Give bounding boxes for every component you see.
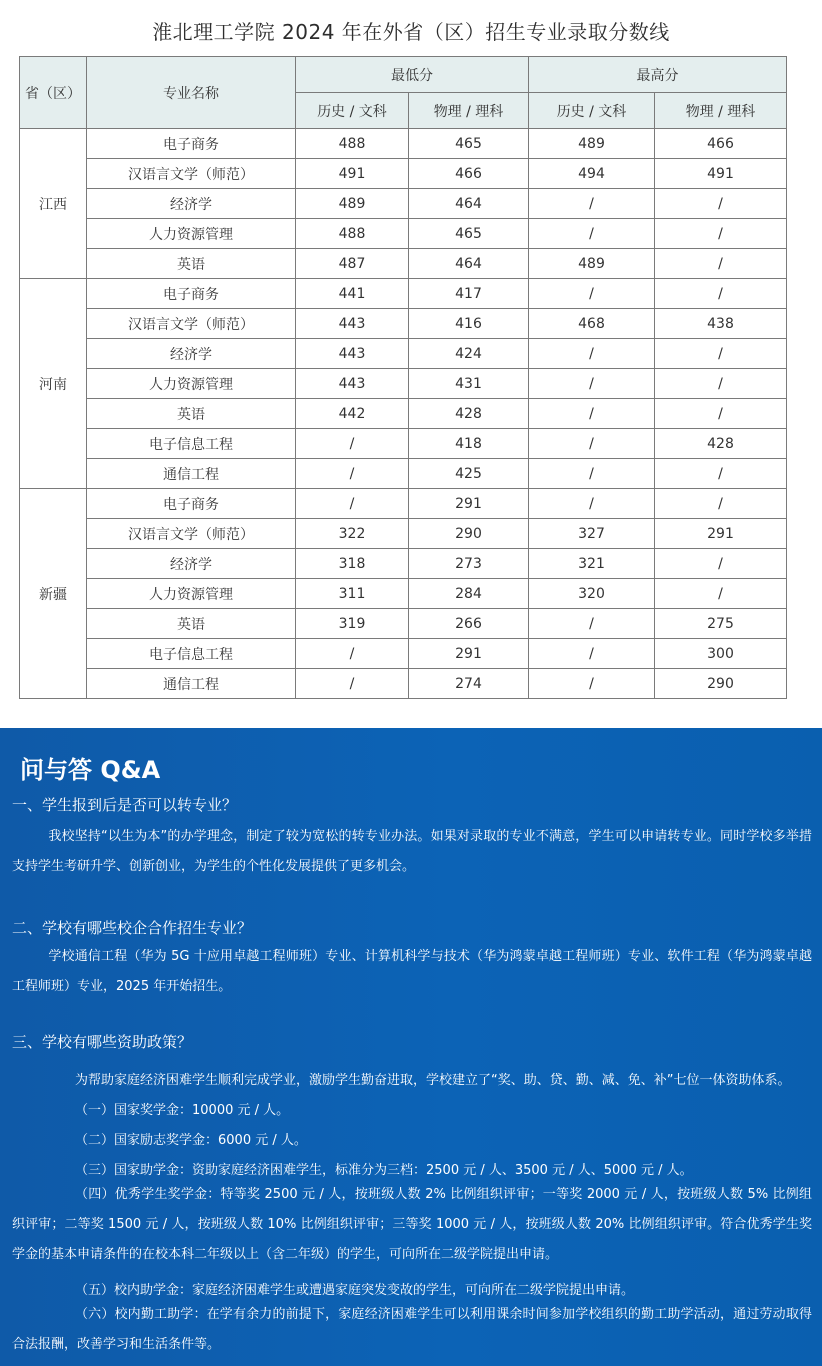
min-physics-cell: 416 bbox=[409, 309, 529, 339]
max-physics-cell: / bbox=[655, 189, 787, 219]
major-cell: 经济学 bbox=[87, 339, 296, 369]
max-history-cell: 468 bbox=[529, 309, 655, 339]
major-cell: 英语 bbox=[87, 399, 296, 429]
max-history-cell: / bbox=[529, 459, 655, 489]
major-cell: 英语 bbox=[87, 249, 296, 279]
min-physics-cell: 291 bbox=[409, 639, 529, 669]
table-row bbox=[20, 669, 787, 699]
min-physics-cell: 465 bbox=[409, 129, 529, 159]
table-row bbox=[20, 459, 787, 489]
question-1: 一、学生报到后是否可以转专业？ bbox=[12, 796, 238, 814]
table-row bbox=[20, 219, 787, 249]
min-history-cell: 441 bbox=[296, 279, 409, 309]
min-physics-cell: 284 bbox=[409, 579, 529, 609]
max-physics-cell: / bbox=[655, 489, 787, 519]
major-cell: 汉语言文学（师范） bbox=[87, 309, 296, 339]
major-cell: 经济学 bbox=[87, 549, 296, 579]
max-history-cell: / bbox=[529, 279, 655, 309]
table-row bbox=[20, 429, 787, 459]
question-2: 二、学校有哪些校企合作招生专业？ bbox=[12, 919, 253, 937]
min-physics-cell: 425 bbox=[409, 459, 529, 489]
min-physics-cell: 466 bbox=[409, 159, 529, 189]
max-physics-cell: 275 bbox=[655, 609, 787, 639]
header-major: 专业名称 bbox=[87, 57, 296, 129]
max-history-cell: / bbox=[529, 669, 655, 699]
max-history-cell: / bbox=[529, 609, 655, 639]
header-max-score: 最高分 bbox=[529, 57, 787, 93]
major-cell: 经济学 bbox=[87, 189, 296, 219]
aid-item-4: （四）优秀学生奖学金：特等奖 2500 元 / 人，按班级人数 2% 比例组织评审；一等奖 2000 元 / 人，按班级人数 5% 比例组织评审；二等奖 1500 元 / 人，按班级人数 10% 比例组织评审；三等奖 1000 元 / 人，按班级人数 20% 比例组织评审。符合优秀学生奖学金的基本申请条件的在校本科二年级以上（含二年级）的学生，可向所在二级学院提出申请。 bbox=[12, 1187, 812, 1262]
header-min-physics: 物理 / 理科 bbox=[409, 93, 529, 129]
min-history-cell: 443 bbox=[296, 369, 409, 399]
min-history-cell: 488 bbox=[296, 129, 409, 159]
max-history-cell: 494 bbox=[529, 159, 655, 189]
max-history-cell: / bbox=[529, 429, 655, 459]
table-row bbox=[20, 339, 787, 369]
table-row bbox=[20, 489, 787, 519]
header-min-score: 最低分 bbox=[296, 57, 529, 93]
min-history-cell: 311 bbox=[296, 579, 409, 609]
header-max-history: 历史 / 文科 bbox=[529, 93, 655, 129]
min-physics-cell: 273 bbox=[409, 549, 529, 579]
score-table-body bbox=[20, 129, 787, 699]
max-physics-cell: 290 bbox=[655, 669, 787, 699]
min-history-cell: 487 bbox=[296, 249, 409, 279]
major-cell: 通信工程 bbox=[87, 459, 296, 489]
max-physics-cell: / bbox=[655, 339, 787, 369]
min-physics-cell: 274 bbox=[409, 669, 529, 699]
max-physics-cell: / bbox=[655, 549, 787, 579]
min-physics-cell: 424 bbox=[409, 339, 529, 369]
major-cell: 电子信息工程 bbox=[87, 429, 296, 459]
max-physics-cell: 300 bbox=[655, 639, 787, 669]
table-row bbox=[20, 399, 787, 429]
major-cell: 汉语言文学（师范） bbox=[87, 159, 296, 189]
max-physics-cell: 491 bbox=[655, 159, 787, 189]
min-physics-cell: 291 bbox=[409, 489, 529, 519]
max-physics-cell: / bbox=[655, 279, 787, 309]
min-physics-cell: 464 bbox=[409, 249, 529, 279]
major-cell: 人力资源管理 bbox=[87, 579, 296, 609]
min-physics-cell: 290 bbox=[409, 519, 529, 549]
min-history-cell: 322 bbox=[296, 519, 409, 549]
max-physics-cell: 291 bbox=[655, 519, 787, 549]
max-history-cell: 321 bbox=[529, 549, 655, 579]
min-history-cell: / bbox=[296, 429, 409, 459]
table-row bbox=[20, 519, 787, 549]
table-row bbox=[20, 309, 787, 339]
max-history-cell: / bbox=[529, 489, 655, 519]
aid-item-1: （一）国家奖学金：10000 元 / 人。 bbox=[75, 1103, 290, 1118]
admission-score-table bbox=[19, 56, 787, 699]
min-physics-cell: 428 bbox=[409, 399, 529, 429]
min-history-cell: / bbox=[296, 459, 409, 489]
major-cell: 人力资源管理 bbox=[87, 369, 296, 399]
major-cell: 英语 bbox=[87, 609, 296, 639]
table-row bbox=[20, 249, 787, 279]
min-history-cell: 319 bbox=[296, 609, 409, 639]
major-cell: 电子信息工程 bbox=[87, 639, 296, 669]
major-cell: 汉语言文学（师范） bbox=[87, 519, 296, 549]
qa-section bbox=[0, 728, 822, 1366]
min-history-cell: 488 bbox=[296, 219, 409, 249]
header-max-physics: 物理 / 理科 bbox=[655, 93, 787, 129]
max-physics-cell: / bbox=[655, 459, 787, 489]
table-row bbox=[20, 279, 787, 309]
table-row bbox=[20, 609, 787, 639]
max-history-cell: 327 bbox=[529, 519, 655, 549]
max-physics-cell: / bbox=[655, 249, 787, 279]
aid-item-6: （六）校内勤工助学：在学有余力的前提下，家庭经济困难学生可以利用课余时间参加学校组织的勤工助学活动，通过劳动取得合法报酬，改善学习和生活条件等。 bbox=[12, 1307, 812, 1352]
max-physics-cell: / bbox=[655, 219, 787, 249]
min-history-cell: 442 bbox=[296, 399, 409, 429]
min-history-cell: 318 bbox=[296, 549, 409, 579]
max-physics-cell: / bbox=[655, 399, 787, 429]
table-row bbox=[20, 549, 787, 579]
major-cell: 人力资源管理 bbox=[87, 219, 296, 249]
max-physics-cell: 466 bbox=[655, 129, 787, 159]
answer-3-intro: 为帮助家庭经济困难学生顺利完成学业，激励学生勤奋进取，学校建立了“奖、助、贷、勤、减、免、补”七位一体资助体系。 bbox=[75, 1073, 791, 1088]
major-cell: 电子商务 bbox=[87, 279, 296, 309]
max-history-cell: / bbox=[529, 369, 655, 399]
header-province: 省（区） bbox=[20, 57, 87, 129]
major-cell: 电子商务 bbox=[87, 129, 296, 159]
max-history-cell: / bbox=[529, 189, 655, 219]
qa-title: 问与答 Q&A bbox=[20, 756, 161, 784]
max-history-cell: / bbox=[529, 339, 655, 369]
table-row bbox=[20, 639, 787, 669]
min-history-cell: 489 bbox=[296, 189, 409, 219]
min-history-cell: / bbox=[296, 639, 409, 669]
aid-item-2: （二）国家励志奖学金：6000 元 / 人。 bbox=[75, 1133, 307, 1148]
aid-item-5: （五）校内助学金：家庭经济困难学生或遭遇家庭突发变故的学生，可向所在二级学院提出申请。 bbox=[75, 1283, 635, 1298]
max-history-cell: / bbox=[529, 399, 655, 429]
table-row bbox=[20, 159, 787, 189]
max-history-cell: 489 bbox=[529, 129, 655, 159]
min-history-cell: 443 bbox=[296, 339, 409, 369]
min-physics-cell: 465 bbox=[409, 219, 529, 249]
table-row bbox=[20, 369, 787, 399]
min-physics-cell: 431 bbox=[409, 369, 529, 399]
major-cell: 电子商务 bbox=[87, 489, 296, 519]
province-cell: 新疆 bbox=[20, 489, 87, 699]
max-physics-cell: / bbox=[655, 369, 787, 399]
min-physics-cell: 464 bbox=[409, 189, 529, 219]
max-history-cell: / bbox=[529, 219, 655, 249]
question-3: 三、学校有哪些资助政策？ bbox=[12, 1033, 193, 1051]
min-history-cell: / bbox=[296, 489, 409, 519]
header-min-history: 历史 / 文科 bbox=[296, 93, 409, 129]
max-history-cell: 489 bbox=[529, 249, 655, 279]
min-physics-cell: 266 bbox=[409, 609, 529, 639]
max-physics-cell: 428 bbox=[655, 429, 787, 459]
max-physics-cell: 438 bbox=[655, 309, 787, 339]
page-title: 淮北理工学院 2024 年在外省（区）招生专业录取分数线 bbox=[152, 20, 670, 44]
answer-1: 我校坚持“以生为本”的办学理念，制定了较为宽松的转专业办法。如果对录取的专业不满意，学生可以申请转专业。同时学校多举措支持学生考研升学、创新创业，为学生的个性化发展提供了更多机会。 bbox=[12, 829, 812, 874]
min-history-cell: 491 bbox=[296, 159, 409, 189]
max-history-cell: / bbox=[529, 639, 655, 669]
major-cell: 通信工程 bbox=[87, 669, 296, 699]
table-row bbox=[20, 129, 787, 159]
table-row bbox=[20, 189, 787, 219]
max-history-cell: 320 bbox=[529, 579, 655, 609]
province-cell: 河南 bbox=[20, 279, 87, 489]
min-physics-cell: 418 bbox=[409, 429, 529, 459]
answer-2: 学校通信工程（华为 5G 十应用卓越工程师班）专业、计算机科学与技术（华为鸿蒙卓越工程师班）专业、软件工程（华为鸿蒙卓越工程师班）专业，2025 年开始招生。 bbox=[12, 949, 812, 994]
min-history-cell: / bbox=[296, 669, 409, 699]
min-history-cell: 443 bbox=[296, 309, 409, 339]
table-row bbox=[20, 579, 787, 609]
min-physics-cell: 417 bbox=[409, 279, 529, 309]
aid-item-3: （三）国家助学金：资助家庭经济困难学生，标准分为三档：2500 元 / 人、3500 元 / 人、5000 元 / 人。 bbox=[75, 1163, 693, 1178]
province-cell: 江西 bbox=[20, 129, 87, 279]
max-physics-cell: / bbox=[655, 579, 787, 609]
